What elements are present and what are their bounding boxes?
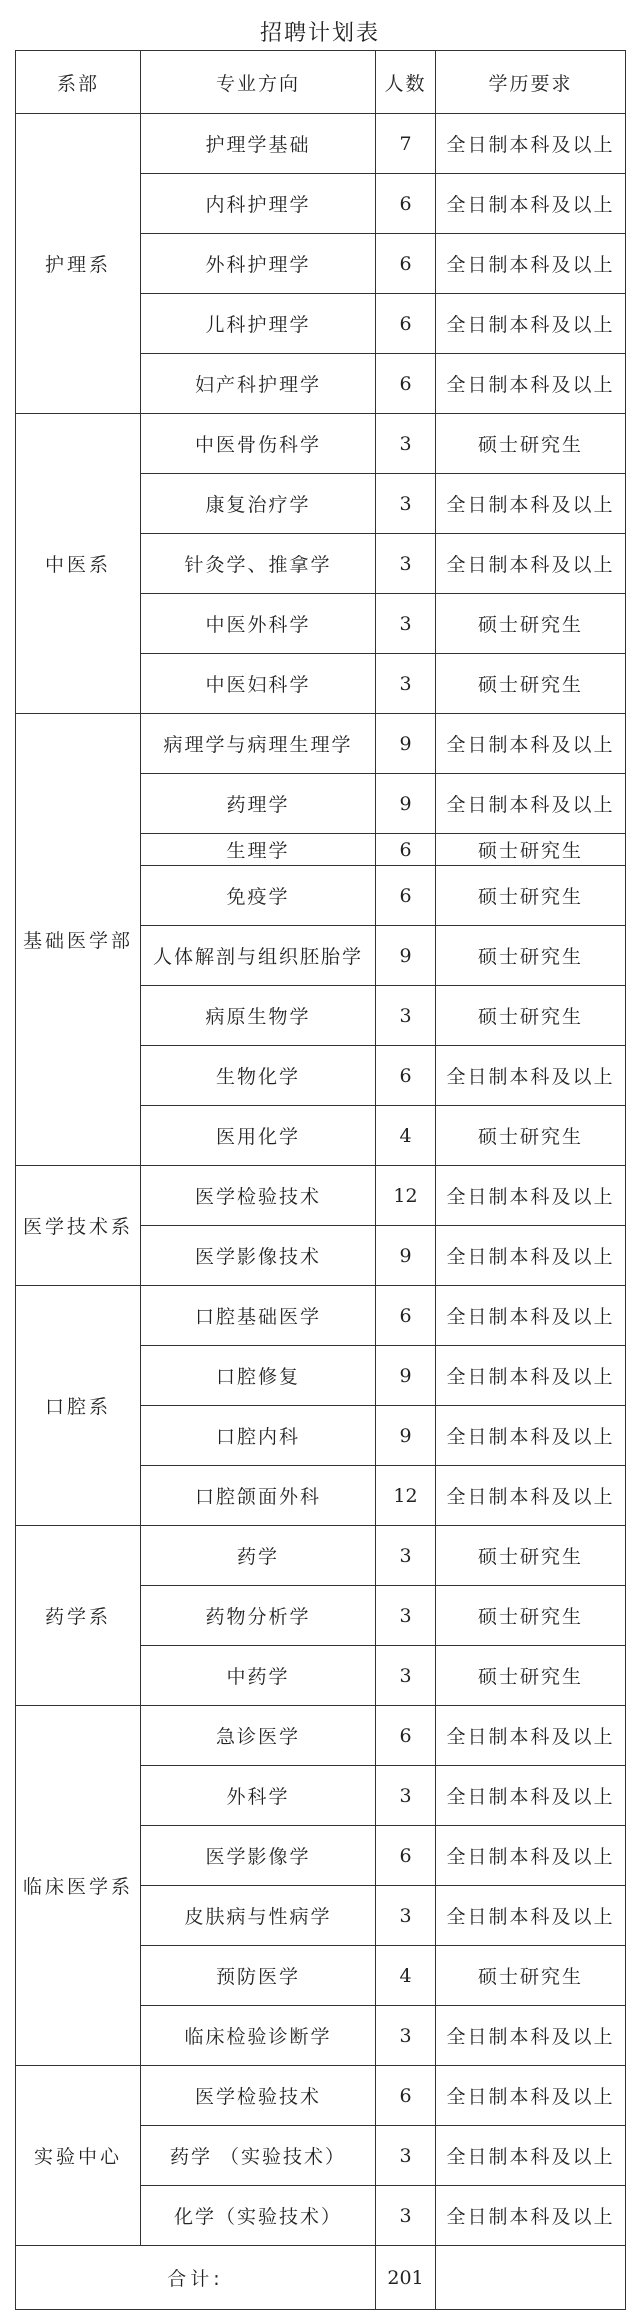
header-education: 学历要求 xyxy=(436,51,626,114)
education-cell: 硕士研究生 xyxy=(436,1946,626,2006)
total-empty-cell xyxy=(436,2246,626,2310)
education-cell: 全日制本科及以上 xyxy=(436,2186,626,2246)
education-cell: 硕士研究生 xyxy=(436,1586,626,1646)
education-cell: 全日制本科及以上 xyxy=(436,474,626,534)
education-cell: 硕士研究生 xyxy=(436,594,626,654)
education-cell: 全日制本科及以上 xyxy=(436,1406,626,1466)
major-cell: 口腔修复 xyxy=(141,1346,376,1406)
recruitment-table xyxy=(15,50,626,2310)
education-cell: 全日制本科及以上 xyxy=(436,714,626,774)
dept-cell: 临床医学系 xyxy=(16,1706,141,2066)
table-row xyxy=(16,1286,626,1346)
education-cell: 全日制本科及以上 xyxy=(436,1166,626,1226)
education-cell: 硕士研究生 xyxy=(436,654,626,714)
education-cell: 硕士研究生 xyxy=(436,834,626,866)
count-cell: 3 xyxy=(376,2186,436,2246)
table-row xyxy=(16,1166,626,1226)
education-cell: 全日制本科及以上 xyxy=(436,294,626,354)
count-cell: 3 xyxy=(376,2006,436,2066)
count-cell: 6 xyxy=(376,2066,436,2126)
major-cell: 护理学基础 xyxy=(141,114,376,174)
major-cell: 口腔内科 xyxy=(141,1406,376,1466)
major-cell: 生理学 xyxy=(141,834,376,866)
education-cell: 硕士研究生 xyxy=(436,926,626,986)
education-cell: 全日制本科及以上 xyxy=(436,1886,626,1946)
total-row xyxy=(16,2246,626,2310)
page-title: 招聘计划表 xyxy=(259,21,380,46)
major-cell: 针灸学、推拿学 xyxy=(141,534,376,594)
dept-cell: 药学系 xyxy=(16,1526,141,1706)
count-cell: 6 xyxy=(376,1286,436,1346)
header-row xyxy=(16,51,626,114)
major-cell: 医学影像技术 xyxy=(141,1226,376,1286)
count-cell: 6 xyxy=(376,1706,436,1766)
major-cell: 外科护理学 xyxy=(141,234,376,294)
header-dept: 系部 xyxy=(16,51,141,114)
table-body xyxy=(16,114,626,2246)
major-cell: 急诊医学 xyxy=(141,1706,376,1766)
count-cell: 4 xyxy=(376,1946,436,2006)
education-cell: 全日制本科及以上 xyxy=(436,2066,626,2126)
count-cell: 3 xyxy=(376,2126,436,2186)
total-value: 201 xyxy=(376,2246,436,2310)
count-cell: 3 xyxy=(376,1586,436,1646)
education-cell: 全日制本科及以上 xyxy=(436,1286,626,1346)
education-cell: 全日制本科及以上 xyxy=(436,774,626,834)
count-cell: 6 xyxy=(376,1046,436,1106)
count-cell: 6 xyxy=(376,1826,436,1886)
major-cell: 医用化学 xyxy=(141,1106,376,1166)
education-cell: 硕士研究生 xyxy=(436,1646,626,1706)
education-cell: 硕士研究生 xyxy=(436,414,626,474)
dept-cell: 基础医学部 xyxy=(16,714,141,1166)
count-cell: 6 xyxy=(376,354,436,414)
dept-cell: 中医系 xyxy=(16,414,141,714)
count-cell: 9 xyxy=(376,714,436,774)
education-cell: 全日制本科及以上 xyxy=(436,354,626,414)
major-cell: 药学 xyxy=(141,1526,376,1586)
education-cell: 全日制本科及以上 xyxy=(436,174,626,234)
education-cell: 全日制本科及以上 xyxy=(436,1466,626,1526)
education-cell: 全日制本科及以上 xyxy=(436,1826,626,1886)
major-cell: 口腔基础医学 xyxy=(141,1286,376,1346)
major-cell: 化学（实验技术） xyxy=(141,2186,376,2246)
education-cell: 全日制本科及以上 xyxy=(436,534,626,594)
education-cell: 硕士研究生 xyxy=(436,866,626,926)
major-cell: 中医外科学 xyxy=(141,594,376,654)
education-cell: 全日制本科及以上 xyxy=(436,1766,626,1826)
major-cell: 医学检验技术 xyxy=(141,2066,376,2126)
education-cell: 全日制本科及以上 xyxy=(436,1346,626,1406)
count-cell: 6 xyxy=(376,174,436,234)
table-row xyxy=(16,1706,626,1766)
major-cell: 外科学 xyxy=(141,1766,376,1826)
table-row xyxy=(16,714,626,774)
major-cell: 内科护理学 xyxy=(141,174,376,234)
education-cell: 硕士研究生 xyxy=(436,986,626,1046)
major-cell: 皮肤病与性病学 xyxy=(141,1886,376,1946)
major-cell: 医学影像学 xyxy=(141,1826,376,1886)
major-cell: 中医妇科学 xyxy=(141,654,376,714)
count-cell: 3 xyxy=(376,1766,436,1826)
count-cell: 3 xyxy=(376,1886,436,1946)
major-cell: 医学检验技术 xyxy=(141,1166,376,1226)
major-cell: 药学 （实验技术） xyxy=(141,2126,376,2186)
major-cell: 生物化学 xyxy=(141,1046,376,1106)
count-cell: 6 xyxy=(376,834,436,866)
dept-cell: 医学技术系 xyxy=(16,1166,141,1286)
major-cell: 妇产科护理学 xyxy=(141,354,376,414)
count-cell: 12 xyxy=(376,1466,436,1526)
education-cell: 全日制本科及以上 xyxy=(436,1706,626,1766)
major-cell: 病原生物学 xyxy=(141,986,376,1046)
education-cell: 硕士研究生 xyxy=(436,1106,626,1166)
count-cell: 9 xyxy=(376,1226,436,1286)
major-cell: 临床检验诊断学 xyxy=(141,2006,376,2066)
count-cell: 4 xyxy=(376,1106,436,1166)
count-cell: 3 xyxy=(376,534,436,594)
count-cell: 9 xyxy=(376,1346,436,1406)
header-major: 专业方向 xyxy=(141,51,376,114)
table-row xyxy=(16,2066,626,2126)
count-cell: 9 xyxy=(376,926,436,986)
table-row xyxy=(16,1526,626,1586)
education-cell: 硕士研究生 xyxy=(436,1526,626,1586)
major-cell: 中药学 xyxy=(141,1646,376,1706)
count-cell: 3 xyxy=(376,654,436,714)
major-cell: 药理学 xyxy=(141,774,376,834)
count-cell: 3 xyxy=(376,414,436,474)
major-cell: 康复治疗学 xyxy=(141,474,376,534)
count-cell: 6 xyxy=(376,294,436,354)
total-label: 合计: xyxy=(16,2246,376,2310)
major-cell: 口腔颌面外科 xyxy=(141,1466,376,1526)
table-row xyxy=(16,114,626,174)
dept-cell: 护理系 xyxy=(16,114,141,414)
count-cell: 3 xyxy=(376,594,436,654)
count-cell: 6 xyxy=(376,866,436,926)
count-cell: 12 xyxy=(376,1166,436,1226)
count-cell: 9 xyxy=(376,774,436,834)
major-cell: 中医骨伤科学 xyxy=(141,414,376,474)
count-cell: 3 xyxy=(376,986,436,1046)
count-cell: 3 xyxy=(376,1646,436,1706)
education-cell: 全日制本科及以上 xyxy=(436,2006,626,2066)
education-cell: 全日制本科及以上 xyxy=(436,1226,626,1286)
education-cell: 全日制本科及以上 xyxy=(436,1046,626,1106)
count-cell: 7 xyxy=(376,114,436,174)
dept-cell: 口腔系 xyxy=(16,1286,141,1526)
count-cell: 3 xyxy=(376,1526,436,1586)
education-cell: 全日制本科及以上 xyxy=(436,234,626,294)
table-row xyxy=(16,414,626,474)
count-cell: 6 xyxy=(376,234,436,294)
major-cell: 预防医学 xyxy=(141,1946,376,2006)
count-cell: 3 xyxy=(376,474,436,534)
header-count: 人数 xyxy=(376,51,436,114)
count-cell: 9 xyxy=(376,1406,436,1466)
major-cell: 免疫学 xyxy=(141,866,376,926)
education-cell: 全日制本科及以上 xyxy=(436,114,626,174)
major-cell: 病理学与病理生理学 xyxy=(141,714,376,774)
major-cell: 儿科护理学 xyxy=(141,294,376,354)
major-cell: 药物分析学 xyxy=(141,1586,376,1646)
education-cell: 全日制本科及以上 xyxy=(436,2126,626,2186)
dept-cell: 实验中心 xyxy=(16,2066,141,2246)
major-cell: 人体解剖与组织胚胎学 xyxy=(141,926,376,986)
